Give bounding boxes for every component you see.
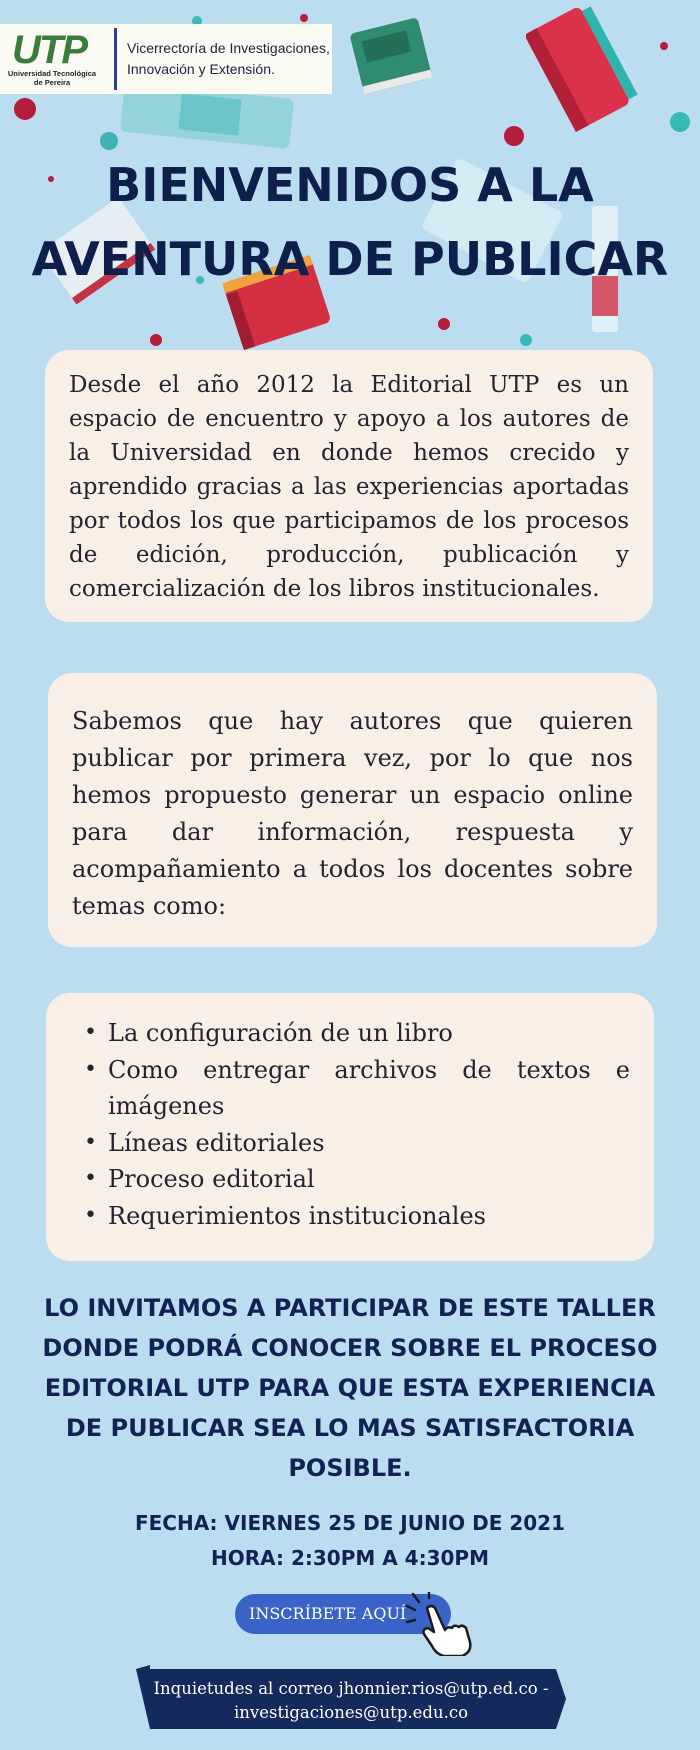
event-date: FECHA: VIERNES 25 DE JUNIO DE 2021 <box>134 1511 566 1535</box>
footer-contact <box>136 1677 566 1725</box>
decor-dot <box>660 42 668 50</box>
intro-text: Desde el año 2012 la Editorial UTP es un espacio de encuentro y apoyo a los autores de la Universidad en donde hemos crecido y aprendido gracias a las experiencias aportadas por todos los que participamos de los procesos de edición, producción, publicación y comercialización de los libros institucionales. <box>69 372 629 602</box>
purpose-card <box>48 673 657 947</box>
title-line2: AVENTURA DE PUBLICAR <box>31 232 669 286</box>
decor-dot <box>670 112 690 132</box>
book-icon <box>526 0 646 140</box>
list-item: • Proceso editorial <box>80 1161 630 1198</box>
event-time: HORA: 2:30PM A 4:30PM <box>211 1546 489 1570</box>
decor-dot <box>438 318 450 330</box>
event-details <box>40 1506 660 1576</box>
footer-line1: Inquietudes al correo jhonnier.rios@utp.ed.co - <box>153 1679 549 1698</box>
title-line1: BIENVENIDOS A LA <box>106 158 594 212</box>
page-title <box>0 148 700 296</box>
list-item: • Líneas editoriales <box>80 1125 630 1162</box>
logo-caption: Universidad Tecnológica de Pereira <box>7 69 97 87</box>
unit-name <box>127 38 330 80</box>
decor-dot <box>504 126 524 146</box>
footer-line2: investigaciones@utp.edu.co <box>233 1703 468 1722</box>
unit-name-line2: Innovación y Extensión. <box>127 61 275 77</box>
topics-list <box>70 1015 630 1234</box>
list-item: • Requerimientos institucionales <box>80 1198 630 1235</box>
topics-card <box>46 993 654 1261</box>
utp-logo <box>0 24 104 94</box>
invitation-text: LO INVITAMOS A PARTICIPAR DE ESTE TALLER DONDE PODRÁ CONOCER SOBRE EL PROCESO EDITORIAL UTP PARA QUE ESTA EXPERIENCIA DE PUBLICAR SEA LO MAS SATISFACTORIA POSIBLE. <box>42 1294 658 1482</box>
logo-text: UTP <box>12 28 86 72</box>
list-item: • La configuración de un libro <box>80 1015 630 1052</box>
footer-banner <box>136 1665 566 1733</box>
decor-dot <box>520 334 532 346</box>
book-icon <box>346 16 442 96</box>
decor-dot <box>300 14 308 22</box>
decor-dot <box>150 334 162 346</box>
pointer-hand-icon <box>405 1592 475 1656</box>
header-logo-panel <box>0 24 332 94</box>
logo-divider <box>114 28 117 90</box>
unit-name-line1: Vicerrectoría de Investigaciones, <box>127 40 330 56</box>
list-item: • Como entregar archivos de textos e imágenes <box>80 1052 630 1125</box>
decor-dot <box>14 98 36 120</box>
intro-card <box>45 350 653 622</box>
register-button[interactable]: INSCRÍBETE AQUÍ <box>235 1594 451 1634</box>
purpose-text: Sabemos que hay autores que quieren publicar por primera vez, por lo que nos hemos propuesto generar un espacio online para dar información, respuesta y acompañamiento a todos los docentes sobre temas como: <box>72 707 633 920</box>
